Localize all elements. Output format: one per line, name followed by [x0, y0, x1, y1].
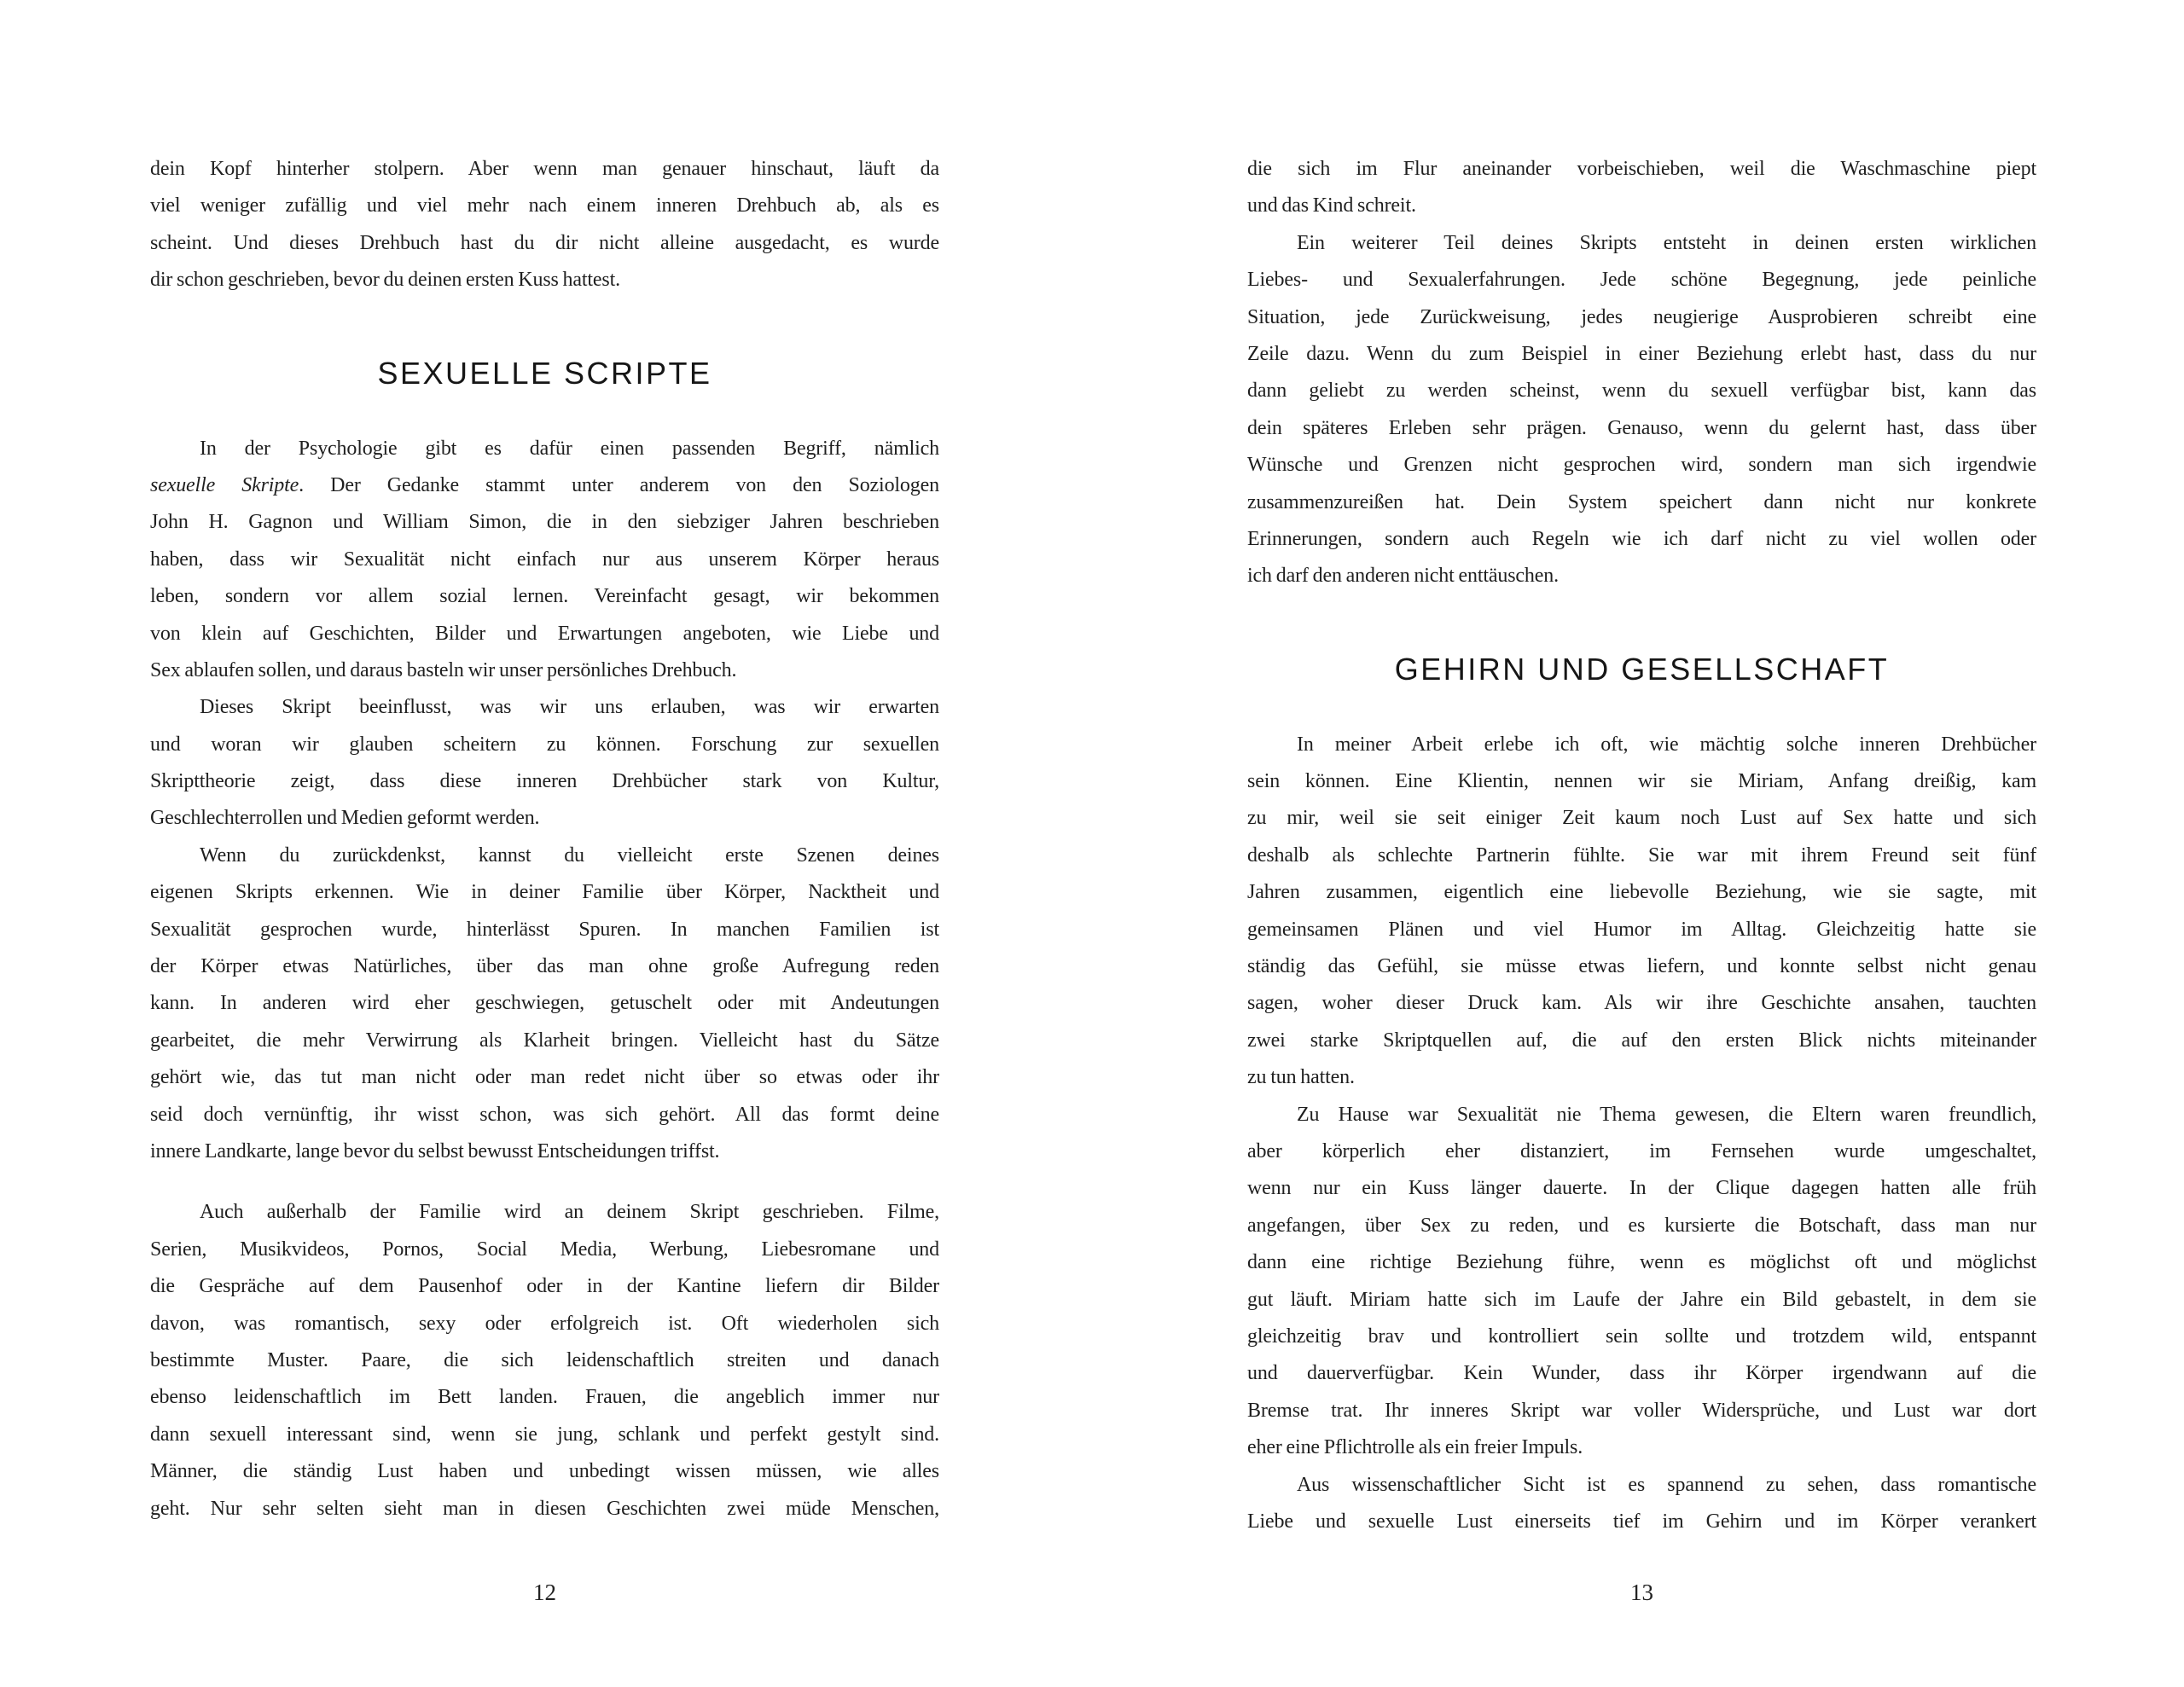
- page-number: 12: [533, 1580, 556, 1605]
- text-line: Zu Hause war Sexualität nie Thema gewesen, die Eltern waren freundlich,: [1297, 1103, 2036, 1126]
- text-line: und das Kind schreit.: [1247, 194, 1416, 217]
- text-line: eher eine Pflichtrolle als ein freier Impuls.: [1247, 1436, 1583, 1459]
- text-line: Wünsche und Grenzen nicht gesprochen wird, sondern man sich irgendwie: [1247, 454, 2036, 477]
- text-line: dein Kopf hinterher stolpern. Aber wenn man genauer hinschaut, läuft da: [150, 158, 939, 180]
- page-number: 13: [1630, 1580, 1653, 1605]
- text-line: gut läuft. Miriam hatte sich im Laufe der Jahre ein Bild gebastelt, in dem sie: [1247, 1288, 2036, 1311]
- text-line: Liebe und sexuelle Lust einerseits tief im Gehirn und im Körper verankert: [1247, 1510, 2036, 1533]
- text-line: und woran wir glauben scheitern zu können. Forschung zur sexuellen: [150, 733, 939, 756]
- text-line: aber körperlich eher distanziert, im Fernsehen wurde umgeschaltet,: [1247, 1139, 2036, 1162]
- text-line: Dieses Skript beeinflusst, was wir uns erlauben, was wir erwarten: [200, 696, 939, 719]
- text-line: seid doch vernünftig, ihr wisst schon, was sich gehört. All das formt deine: [150, 1103, 939, 1126]
- book-page-left: [150, 151, 939, 1528]
- text-line: die sich im Flur aneinander vorbeischieben, weil die Waschmaschine piept: [1247, 158, 2036, 180]
- text-line: deshalb als schlechte Partnerin fühlte. Sie war mit ihrem Freund seit fünf: [1247, 844, 2036, 867]
- text-line: dann eine richtige Beziehung führe, wenn es möglichst oft und möglichst: [1247, 1251, 2036, 1274]
- paragraph: [150, 838, 939, 1171]
- text-line: gemeinsamen Plänen und viel Humor im Alltag. Gleichzeitig hatte sie: [1247, 918, 2036, 941]
- text-line: innere Landkarte, lange bevor du selbst bewusst Entscheidungen triffst.: [150, 1139, 720, 1162]
- text-line: Serien, Musikvideos, Pornos, Social Media, Werbung, Liebesromane und: [150, 1238, 939, 1261]
- text-line: ebenso leidenschaftlich im Bett landen. Frauen, die angeblich immer nur: [150, 1386, 939, 1409]
- paragraph: [150, 689, 939, 838]
- text-line: der Körper etwas Natürliches, über das man ohne große Aufregung reden: [150, 955, 939, 978]
- text-line: Liebes- und Sexualerfahrungen. Jede schöne Begegnung, jede peinliche: [1247, 269, 2036, 292]
- text-line: dein späteres Erleben sehr prägen. Genauso, wenn du gelernt hast, dass über: [1247, 416, 2036, 439]
- text-line: Zeile dazu. Wenn du zum Beispiel in einer Beziehung erlebt hast, dass du nur: [1247, 342, 2036, 365]
- text-line: eigenen Skripts erkennen. Wie in deiner Familie über Körper, Nacktheit und: [150, 881, 939, 904]
- book-page-right: [1247, 151, 2036, 1540]
- text-line: [150, 467, 939, 504]
- text-line: gehört wie, das tut man nicht oder man redet nicht über so etwas oder ihr: [150, 1066, 939, 1089]
- section-heading: SEXUELLE SCRIPTE: [377, 355, 712, 391]
- text-line: Jahren zusammen, eigentlich eine liebevolle Beziehung, wie sie sagte, mit: [1247, 881, 2036, 904]
- text-line: gleichzeitig brav und kontrolliert sein sollte und trotzdem wild, entspannt: [1247, 1325, 2036, 1348]
- paragraph: [1247, 151, 2036, 225]
- text-line: ich darf den anderen nicht enttäuschen.: [1247, 565, 1559, 588]
- text-line: ständig das Gefühl, sie müsse etwas liefern, und konnte selbst nicht genau: [1247, 955, 2036, 978]
- text-line: Situation, jede Zurückweisung, jedes neugierige Ausprobieren schreibt eine: [1247, 305, 2036, 328]
- text-line: dir schon geschrieben, bevor du deinen ersten Kuss hattest.: [150, 269, 620, 292]
- text-line: die Gespräche auf dem Pausenhof oder in der Kantine liefern dir Bilder: [150, 1275, 939, 1298]
- paragraph: [150, 1194, 939, 1528]
- text-line: Bremse trat. Ihr inneres Skript war voller Widersprüche, und Lust war dort: [1247, 1399, 2036, 1422]
- text-line: Ein weiterer Teil deines Skripts entsteht in deinen ersten wirklichen: [1297, 231, 2036, 254]
- text-line: Aus wissenschaftlicher Sicht ist es spannend zu sehen, dass romantische: [1297, 1473, 2036, 1496]
- paragraph: [150, 431, 939, 690]
- text-line: In der Psychologie gibt es dafür einen passenden Begriff, nämlich: [200, 437, 939, 460]
- text-line: haben, dass wir Sexualität nicht einfach nur aus unserem Körper heraus: [150, 548, 939, 571]
- text-line: wenn nur ein Kuss länger dauerte. In der Clique dagegen hatten alle früh: [1247, 1177, 2036, 1200]
- paragraph: [150, 151, 939, 299]
- paragraph: [1247, 1097, 2036, 1467]
- text-line: zwei starke Skriptquellen auf, die auf den ersten Blick nichts miteinander: [1247, 1029, 2036, 1052]
- text-line: John H. Gagnon und William Simon, die in den siebziger Jahren beschrieben: [150, 511, 939, 534]
- text-line: bestimmte Muster. Paare, die sich leidenschaftlich streiten und danach: [150, 1348, 939, 1371]
- text-line: sagen, woher dieser Druck kam. Als wir ihre Geschichte ansahen, tauchten: [1247, 992, 2036, 1015]
- text-line: gearbeitet, die mehr Verwirrung als Klarheit bringen. Vielleicht hast du Sätze: [150, 1029, 939, 1052]
- text-line: Auch außerhalb der Familie wird an deinem Skript geschrieben. Filme,: [200, 1201, 939, 1224]
- text-line: Erinnerungen, sondern auch Regeln wie ich darf nicht zu viel wollen oder: [1247, 527, 2036, 550]
- text-line: Skripttheorie zeigt, dass diese inneren Drehbücher stark von Kultur,: [150, 770, 939, 793]
- italic-term: sexuelle Skripte: [150, 473, 299, 496]
- text-line: sein können. Eine Klientin, nennen wir sie Miriam, Anfang dreißig, kam: [1247, 770, 2036, 793]
- text-line: Geschlechterrollen und Medien geformt werden.: [150, 807, 540, 830]
- text-line: leben, sondern vor allem sozial lernen. Vereinfacht gesagt, wir bekommen: [150, 585, 939, 608]
- paragraph: [1247, 1467, 2036, 1541]
- text-line: angefangen, über Sex zu reden, und es kursierte die Botschaft, dass man nur: [1247, 1214, 2036, 1237]
- text-line: dann sexuell interessant sind, wenn sie jung, schlank und perfekt gestylt sind.: [150, 1423, 939, 1446]
- text-line: zu tun hatten.: [1247, 1066, 1355, 1089]
- text-line: geht. Nur sehr selten sieht man in diesen Geschichten zwei müde Menschen,: [150, 1497, 939, 1520]
- text-run: . Der Gedanke stammt unter anderem von den Soziologen: [299, 473, 939, 496]
- text-line: Sexualität gesprochen wurde, hinterlässt Spuren. In manchen Familien ist: [150, 918, 939, 941]
- paragraph: [1247, 727, 2036, 1097]
- paragraph: [1247, 225, 2036, 595]
- text-line: viel weniger zufällig und viel mehr nach einem inneren Drehbuch ab, als es: [150, 194, 939, 217]
- text-line: Sex ablaufen sollen, und daraus basteln wir unser persönliches Drehbuch.: [150, 658, 737, 681]
- text-line: zu mir, weil sie seit einiger Zeit kaum noch Lust auf Sex hatte und sich: [1247, 807, 2036, 830]
- text-line: davon, was romantisch, sexy oder erfolgreich ist. Oft wiederholen sich: [150, 1312, 939, 1335]
- text-line: Männer, die ständig Lust haben und unbedingt wissen müssen, wie alles: [150, 1460, 939, 1483]
- section-heading: GEHIRN UND GESELLSCHAFT: [1394, 651, 1890, 687]
- text-line: Wenn du zurückdenkst, kannst du vielleicht erste Szenen deines: [200, 844, 939, 867]
- text-line: und dauerverfügbar. Kein Wunder, dass ihr Körper irgendwann auf die: [1247, 1362, 2036, 1385]
- text-line: scheint. Und dieses Drehbuch hast du dir nicht alleine ausgedacht, es wurde: [150, 231, 939, 254]
- text-line: dann geliebt zu werden scheinst, wenn du sexuell verfügbar bist, kann das: [1247, 380, 2036, 403]
- text-line: In meiner Arbeit erlebe ich oft, wie mächtig solche inneren Drehbücher: [1297, 733, 2036, 756]
- text-line: kann. In anderen wird eher geschwiegen, getuschelt oder mit Andeutungen: [150, 992, 939, 1015]
- text-line: zusammenzureißen hat. Dein System speichert dann nicht nur konkrete: [1247, 490, 2036, 513]
- text-line: von klein auf Geschichten, Bilder und Erwartungen angeboten, wie Liebe und: [150, 622, 939, 645]
